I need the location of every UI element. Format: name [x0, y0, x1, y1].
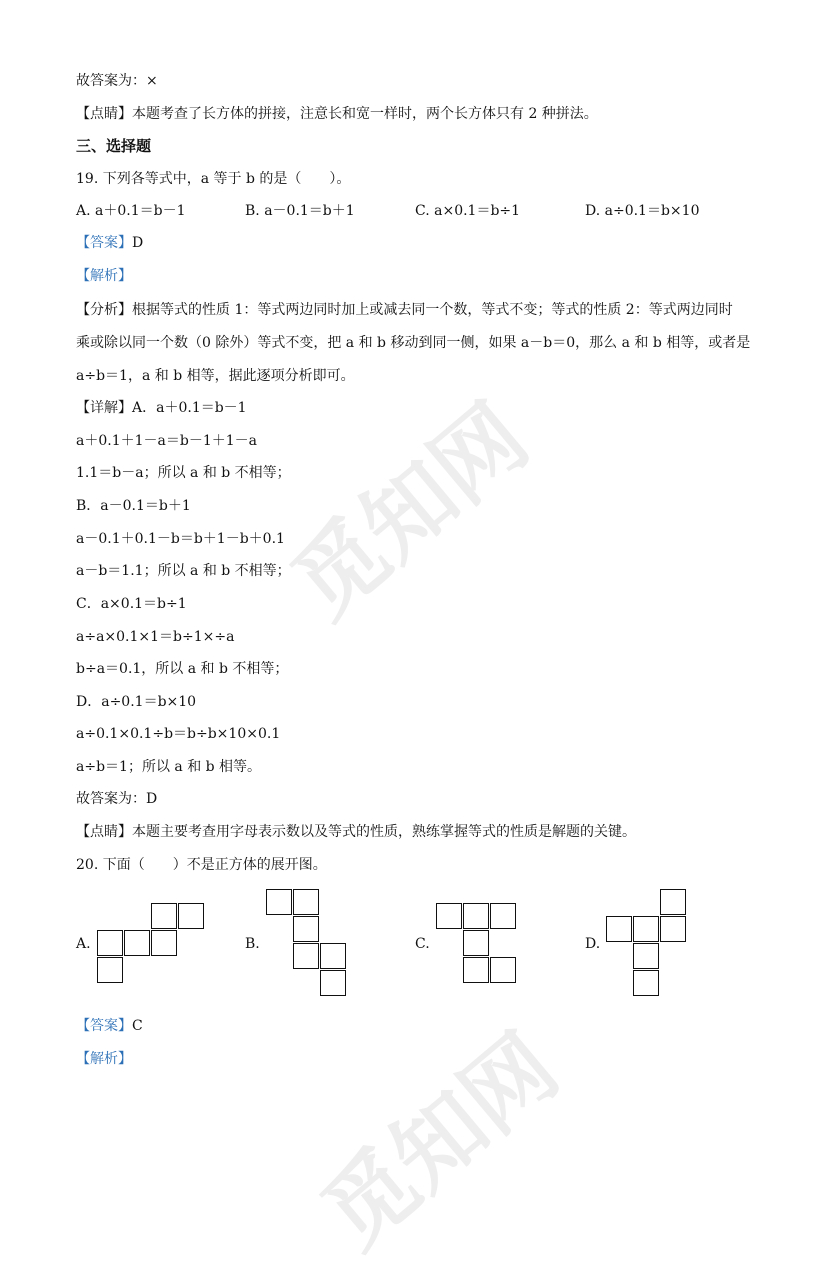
comment-text: 本题主要考查用字母表示数以及等式的性质，熟练掌握等式的性质是解题的关键。: [132, 824, 636, 840]
q19-analysis-tag: 【解析】: [76, 268, 132, 284]
detail-line: C．a×0.1＝b÷1: [76, 596, 187, 612]
net-label-d: D.: [585, 936, 601, 952]
q19-option-c: C. a×0.1＝b÷1: [415, 203, 521, 219]
prev-answer-line: 故答案为：×: [76, 73, 158, 89]
detail-line: a÷a×0.1×1＝b÷1×÷a: [76, 629, 235, 645]
net-label-c: C.: [415, 936, 430, 952]
q19-option-d: D. a÷0.1＝b×10: [585, 203, 700, 219]
analysis-head-tag: 【分析】: [76, 302, 132, 318]
prev-comment: [76, 104, 598, 124]
comment-text: 本题考查了长方体的拼接，注意长和宽一样时，两个长方体只有 2 种拼法。: [132, 106, 598, 122]
q20-stem: 20. 下面（ ）不是正方体的展开图。: [76, 857, 327, 873]
net-label-b: B.: [245, 936, 260, 952]
detail-line: 1.1＝b－a；所以 a 和 b 不相等；: [76, 465, 291, 481]
q19-final: 故答案为：D: [76, 791, 158, 807]
detail-line: b÷a＝0.1，所以 a 和 b 不相等；: [76, 661, 289, 677]
q19-detail-first: [76, 398, 247, 418]
watermark: 觅知网: [273, 384, 548, 639]
answer-value: C: [132, 1018, 143, 1034]
q19-option-a: A. a＋0.1＝b－1: [76, 203, 186, 219]
detail-line: a÷0.1×0.1÷b＝b÷b×10×0.1: [76, 726, 281, 742]
analysis-text: 根据等式的性质 1：等式两边同时加上或减去同一个数，等式不变；等式的性质 2：等式两边同时: [132, 302, 733, 318]
q19-option-b: B. a－0.1＝b＋1: [245, 203, 355, 219]
q19-stem: 19. 下列各等式中，a 等于 b 的是（ ）。: [76, 171, 351, 187]
detail-line: B．a－0.1＝b＋1: [76, 498, 191, 514]
detail-tag: 【详解】: [76, 400, 132, 416]
detail-line: a＋0.1＋1－a＝b－1＋1－a: [76, 433, 257, 449]
net-label-a: A.: [76, 936, 91, 952]
answer-value: D: [132, 235, 144, 251]
detail-line: a－b＝1.1；所以 a 和 b 不相等；: [76, 563, 291, 579]
detail-line: a÷b＝1；所以 a 和 b 相等。: [76, 759, 262, 775]
q19-analysis-line2: 乘或除以同一个数（0 除外）等式不变，把 a 和 b 移动到同一侧，如果 a－b＝0，那么 a 和 b 相等，或者是: [76, 335, 751, 351]
detail-text: A．a＋0.1＝b－1: [132, 400, 247, 416]
comment-tag: 【点睛】: [76, 824, 132, 840]
detail-line: D．a÷0.1＝b×10: [76, 694, 197, 710]
q19-comment: [76, 822, 636, 842]
q19-answer: [76, 233, 143, 253]
answer-tag: 【答案】: [76, 1018, 132, 1034]
q19-analysis-line1: [76, 300, 733, 320]
q20-analysis-tag: 【解析】: [76, 1051, 132, 1067]
watermark-lower: 觅知网: [303, 1014, 578, 1269]
q20-answer: [76, 1016, 143, 1036]
section-title: 三、选择题: [76, 137, 152, 155]
q19-analysis-line3: a÷b＝1，a 和 b 相等，据此逐项分析即可。: [76, 368, 355, 384]
answer-tag: 【答案】: [76, 235, 132, 251]
detail-line: a－0.1＋0.1－b＝b＋1－b＋0.1: [76, 531, 285, 547]
comment-tag: 【点睛】: [76, 106, 132, 122]
